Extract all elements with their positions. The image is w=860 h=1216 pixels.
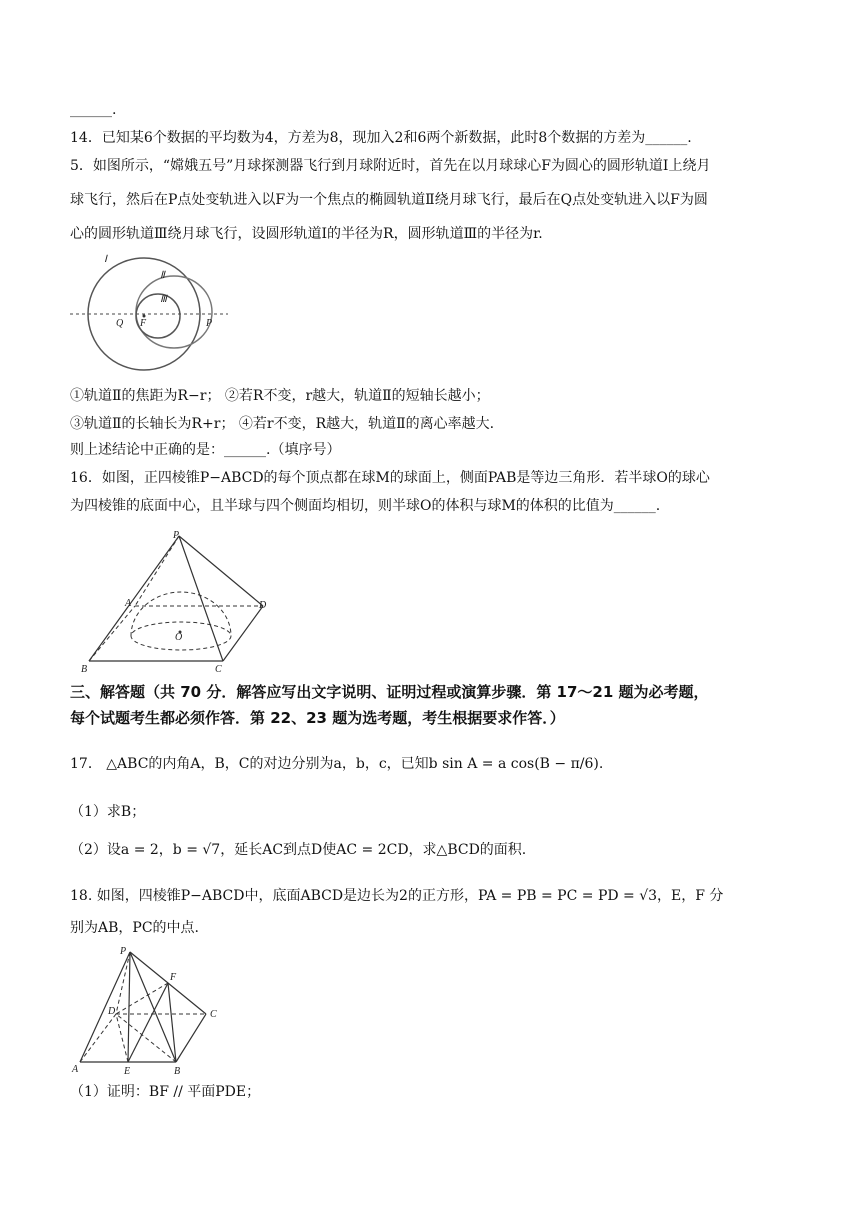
question-15-line-2: 球飞行，然后在P点处变轨进入以F为一个焦点的椭圆轨道Ⅱ绕月球飞行，最后在Q点处变轨进入以F为圆 — [70, 192, 708, 208]
question-15-line-3: 心的圆形轨道Ⅲ绕月球飞行，设圆形轨道Ⅰ的半径为R，圆形轨道Ⅲ的半径为r. — [70, 226, 543, 242]
statement-3-4: ③轨道Ⅱ的长轴长为R+r； ④若r不变，R越大，轨道Ⅱ的离心率越大. — [70, 416, 495, 432]
point-E-label-18: E — [124, 1066, 131, 1076]
vertex-C-label: C — [215, 664, 222, 674]
vertex-D-label: D — [259, 600, 267, 611]
question-15-line-1: 5．如图所示，“嫦娥五号”月球探测器飞行到月球附近时，首先在以月球球心F为圆心的圆形轨道Ⅰ上绕月 — [70, 158, 711, 174]
question-18-line-1: 18. 如图，四棱锥P−ABCD中，底面ABCD是边长为2的正方形，PA = PB = PC = PD = √3，E，F 分 — [70, 888, 724, 904]
pyramid-figure-18 — [70, 944, 230, 1076]
question-18-part-1: （1）证明：BF // 平面PDE； — [70, 1084, 261, 1100]
orbit-II-label: Ⅱ — [160, 270, 165, 281]
vertex-B-label-18: B — [174, 1066, 181, 1076]
question-16-line-1: 16．如图，正四棱锥P−ABCD的每个顶点都在球M的球面上，侧面PAB是等边三角形．若半球O的球心 — [70, 470, 710, 486]
question-17-part-2: （2）设a = 2，b = √7，延长AC到点D使AC = 2CD，求△BCD的面积. — [70, 842, 527, 858]
question-17: 17． △ABC的内角A，B，C的对边分别为a，b，c，已知b sin A = a cos(B − π/6). — [70, 756, 604, 772]
section-3-heading-line-1: 三、解答题（共 70 分．解答应写出文字说明、证明过程或演算步骤．第 17～21 题为必考题， — [70, 683, 709, 701]
vertex-C-label-18: C — [210, 1009, 217, 1020]
question-15-prompt: 则上述结论中正确的是：______.（填序号） — [70, 442, 341, 458]
center-O-label: O — [175, 632, 183, 643]
question-17-part-1: （1）求B； — [70, 804, 146, 820]
vertex-D-label-18: D — [108, 1006, 116, 1017]
point-Q-label: Q — [116, 318, 124, 329]
orbit-III-label: Ⅲ — [160, 294, 167, 305]
apex-P-label-18: P — [120, 946, 127, 957]
pyramid-hemisphere-figure — [75, 526, 275, 674]
vertex-A-label: A — [125, 598, 132, 609]
point-F-label-18: F — [170, 972, 177, 983]
orbit-I-label: Ⅰ — [104, 254, 107, 265]
vertex-B-label: B — [81, 664, 88, 674]
point-F-label: F — [140, 318, 147, 329]
statement-1-2: ①轨道Ⅱ的焦距为R−r； ②若R不变，r越大，轨道Ⅱ的短轴长越小； — [70, 388, 490, 404]
apex-P-label: P — [173, 530, 180, 541]
vertex-A-label-18: A — [72, 1064, 79, 1075]
point-P-label: P — [206, 318, 213, 329]
blank-line: ______. — [70, 102, 117, 118]
question-14: 14．已知某6个数据的平均数为4，方差为8，现加入2和6两个新数据，此时8个数据的方差为______. — [70, 130, 692, 146]
question-18-line-2: 别为AB，PC的中点. — [70, 920, 199, 936]
orbit-figure — [70, 252, 230, 372]
section-3-heading-line-2: 每个试题考生都必须作答．第 22、23 题为选考题，考生根据要求作答．） — [70, 709, 565, 727]
question-16-line-2: 为四棱锥的底面中心，且半球与四个侧面均相切，则半球O的体积与球M的体积的比值为______. — [70, 498, 661, 514]
